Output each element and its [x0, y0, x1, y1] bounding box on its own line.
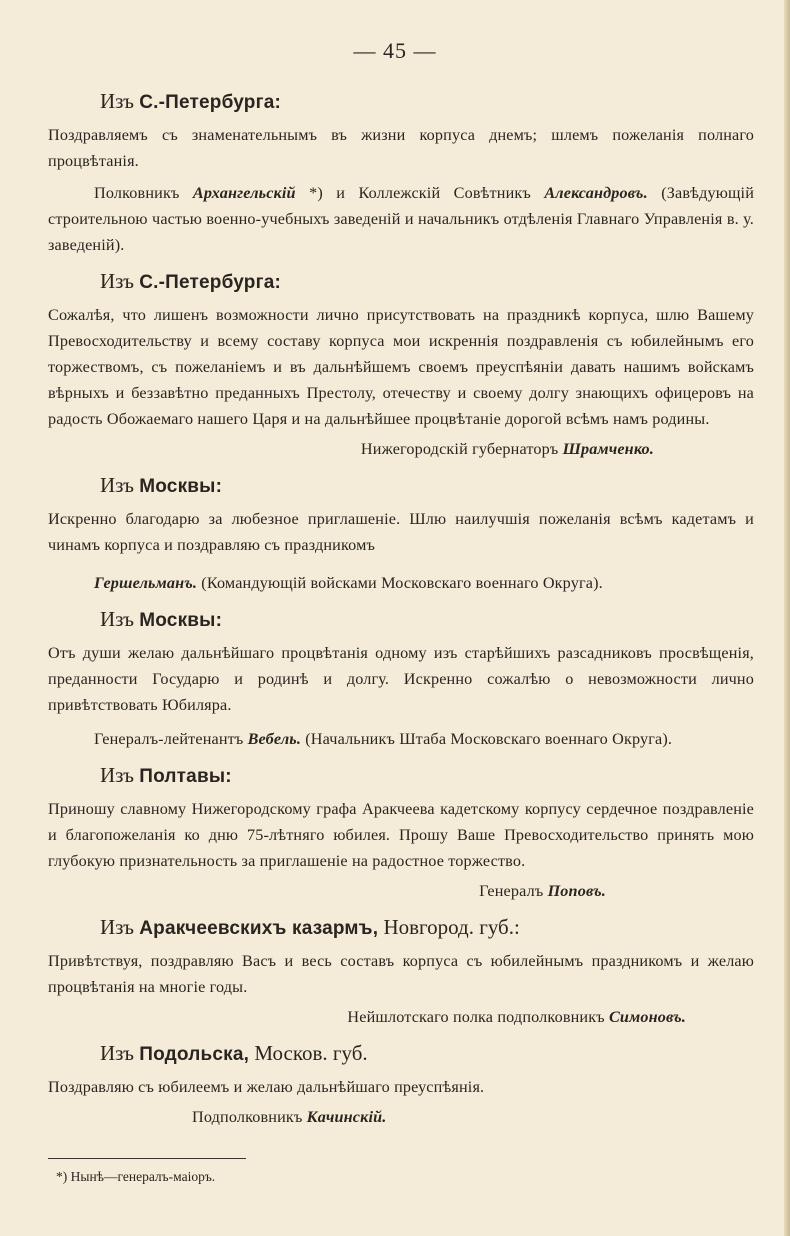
telegram-text: Искренно благодарю за любезное приглашеніе. Шлю наилучшія пожеланія всѣмъ кадетамъ и чинамъ корпуса и поздравляю съ праздникомъ [48, 510, 754, 554]
telegram-text: Приношу славному Нижегородскому графа Аракчеева кадетскому корпусу сердечное поздравленіе и благопожеланія ко дню 75-лѣтняго юбилея. Прошу Ваше Превосходительство принять мою глубокую признательность за приглашеніе на радостное торжество. [48, 800, 754, 870]
telegram-signature: Нейшлотскаго полка подполковникъ Симоновъ. [347, 1008, 686, 1026]
footnote-divider [48, 1158, 246, 1159]
telegram-text: Сожалѣя, что лишенъ возможности лично присутствовать на праздникѣ корпуса, шлю Вашему Превосходительству и всему составу корпуса мои искреннія поздравленія съ юбилейнымъ его торжествомъ, съ пожеланіемъ и въ дальнѣйшемъ своемъ преуспѣяніи давать нашимъ войскамъ вѣрныхъ и беззавѣтно преданныхъ Престолу, отечеству и своему долгу знающихъ офицеровъ на радость Обожаемаго нашего Царя и на дальнѣйшее процвѣтаніе дорогой всѣмъ намъ родины. [48, 306, 754, 428]
telegram-text: Отъ души желаю дальнѣйшаго процвѣтанія одному изъ старѣйшихъ разсадниковъ просвѣщенія, преданности Государю и родинѣ и долгу. Искренно сожалѣю о невозможности лично привѣтствовать Юбиляра. [48, 644, 754, 714]
telegram-text: Поздравляемъ съ знаменательнымъ въ жизни корпуса днемъ; шлемъ пожеланія полнаго процвѣтанія. [48, 126, 754, 170]
telegram-block [48, 266, 754, 462]
telegram-heading: Изъ С.-Петербурга: [100, 269, 282, 293]
telegram-heading: Изъ С.-Петербурга: [100, 89, 282, 113]
telegram-heading: Изъ Москвы: [100, 473, 223, 497]
page-edge [784, 0, 790, 1236]
telegram-block [48, 912, 754, 1030]
telegram-signature: Гершельманъ. (Командующій войсками Московскаго военнаго Округа). [94, 574, 603, 592]
document-body [48, 86, 754, 1138]
telegram-signature: Подполковникъ Качинскій. [192, 1108, 387, 1126]
telegram-signature: Полковникъ Архангельскій *) и Коллежскій Совѣтникъ Александровъ. (Завѣдующій строительною частью военно-учебныхъ заведеній и начальникъ отдѣленія Главнаго Управленія в. у. заведеній). [48, 184, 755, 254]
telegram-block [48, 470, 754, 596]
telegram-signature: Генералъ-лейтенантъ Вебель. (Начальникъ Штаба Московскаго военнаго Округа). [94, 730, 673, 748]
page-number: — 45 — [353, 38, 437, 63]
telegram-block [48, 86, 754, 258]
footnote: *) Нынѣ—генералъ-маіоръ. [56, 1169, 216, 1184]
telegram-heading: Изъ Аракчеевскихъ казармъ, Новгород. губ.: [100, 915, 520, 939]
telegram-signature: Генералъ Поповъ. [479, 882, 606, 900]
telegram-block [48, 760, 754, 904]
telegram-heading: Изъ Москвы: [100, 607, 223, 631]
telegram-text: Привѣтствуя, поздравляю Васъ и весь составъ корпуса съ юбилейнымъ праздникомъ и желаю процвѣтанія на многіе годы. [48, 952, 754, 996]
telegram-block [48, 1038, 754, 1130]
telegram-block [48, 604, 754, 752]
telegram-heading: Изъ Подольска, Москов. губ. [100, 1041, 368, 1065]
telegram-signature: Нижегородскій губернаторъ Шрамченко. [360, 440, 654, 458]
telegram-heading: Изъ Полтавы: [100, 763, 232, 787]
telegram-text: Поздравляю съ юбилеемъ и желаю дальнѣйшаго преуспѣянія. [48, 1078, 485, 1096]
